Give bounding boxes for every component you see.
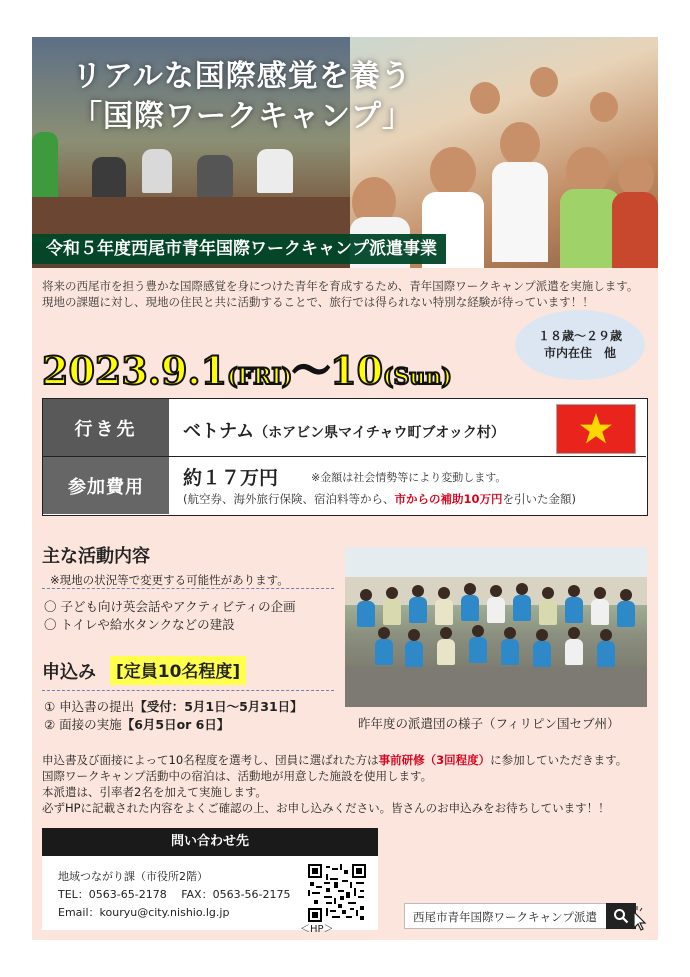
hero-title-line1: リアルな国際感覚を養う — [72, 59, 412, 94]
activity-item: 〇 子ども向け英会話やアクティビティの企画 — [44, 599, 296, 614]
destination-value — [183, 417, 505, 443]
search-box[interactable] — [404, 903, 636, 929]
fee-label: 参加費用 — [43, 457, 169, 514]
fee-amount: 約１７万円 — [183, 467, 279, 489]
fee-detail — [183, 491, 576, 507]
fee-row — [43, 457, 646, 514]
hero-title — [72, 57, 413, 137]
pre-training: 事前研修（3回程度） — [378, 753, 491, 767]
cursor-icon — [630, 906, 650, 932]
day-start: (FRI) — [227, 364, 293, 390]
residency: 市内在住 他 — [543, 346, 616, 360]
selection-notes — [42, 752, 654, 816]
event-dates — [42, 340, 452, 395]
qr-code-icon[interactable] — [308, 864, 366, 922]
hero-image — [32, 37, 658, 268]
contact-phone[interactable]: TEL：0563-65-2178 FAX：0563-56-2175 — [58, 888, 291, 901]
photo-caption: 昨年度の派遣団の様子（フィリピン国セブ州） — [358, 716, 620, 731]
eligibility-badge — [515, 310, 645, 380]
contact-title: 問い合わせ先 — [42, 828, 378, 856]
notes-line4: 必ずHPに記載された内容をよくご確認の上、お申し込みください。皆さんのお申込みをお待ちしています！！ — [42, 801, 610, 815]
activity-item: 〇 トイレや給水タンクなどの建設 — [44, 617, 235, 632]
contact-box — [42, 828, 378, 935]
intro-line2: 現地の課題に対し、現地の住民と共に活動することで、旅行では得られない特別な経験が待っています！！ — [42, 295, 594, 309]
program-banner: 令和５年度西尾市青年国際ワークキャンプ派遣事業 — [32, 234, 446, 264]
notes-line1-pre: 申込書及び面接によって10名程度を選考し、団員に選ばれた方は — [42, 753, 379, 767]
fee-detail-post: を引いた金額) — [502, 492, 576, 506]
vietnam-flag-icon — [556, 404, 636, 454]
date-tilde: 〜 — [292, 348, 331, 393]
apply-step-2 — [44, 715, 229, 733]
destination-country: ベトナム — [183, 421, 255, 442]
notes-line2: 国際ワークキャンプ活動中の宿泊は、活動地が用意した施設を使用します。 — [42, 769, 433, 783]
intro-line1: 将来の西尾市を担う豊かな国際感覚を身につけた青年を育成するため、青年国際ワークキャンプ派遣を実施します。 — [42, 279, 639, 293]
fee-detail-pre: (航空券、海外旅行保険、宿泊料等から、 — [183, 492, 395, 506]
search-icon — [613, 908, 629, 924]
fee-note: ※金額は社会情勢等により変動します。 — [311, 471, 507, 484]
notes-line1 — [42, 752, 654, 768]
apply-step-1-label: ① 申込書の提出 — [44, 699, 135, 714]
hero-title-line2: 「国際ワークキャンプ」 — [72, 99, 413, 134]
divider — [42, 690, 334, 691]
apply-step-2-label: ② 面接の実施 — [44, 717, 122, 732]
divider — [42, 588, 334, 589]
day-end: (Sun) — [383, 364, 452, 390]
destination-label: 行き先 — [43, 399, 169, 456]
contact-email[interactable]: Email：kouryu@city.nishio.lg.jp — [58, 906, 230, 919]
activities-title: 主な活動内容 — [42, 546, 150, 567]
notes-line1-post: に参加していただきます。 — [490, 753, 628, 767]
capacity-badge: [定員10名程度] — [110, 656, 246, 685]
apply-step-2-dates: 【6月5日or 6日】 — [121, 717, 230, 732]
activities-note: ※現地の状況等で変更する可能性があります。 — [50, 573, 289, 587]
intro-text — [42, 278, 654, 310]
apply-step-1 — [44, 697, 303, 715]
info-table — [42, 398, 648, 516]
destination-row — [43, 399, 646, 457]
hp-label: ＜HP＞ — [300, 924, 334, 935]
fee-subsidy: 市からの補助10万円 — [394, 492, 503, 506]
notes-line3: 本派遣は、引率者2名を加えて実施します。 — [42, 785, 267, 799]
date-start: 2023.9.1 — [42, 348, 228, 393]
age-range: １８歳～２９歳 — [537, 329, 622, 343]
apply-step-1-period: 【受付：5月1日～5月31日】 — [134, 699, 303, 714]
group-photo — [345, 547, 647, 707]
apply-title: 申込み — [42, 662, 96, 683]
date-end: 10 — [330, 348, 384, 393]
destination-detail: （ホアビン県マイチャウ町ブオック村） — [254, 425, 505, 441]
search-query: 西尾市青年国際ワークキャンプ派遣 — [413, 910, 597, 924]
contact-department: 地域つながり課（市役所2階） — [58, 870, 208, 883]
